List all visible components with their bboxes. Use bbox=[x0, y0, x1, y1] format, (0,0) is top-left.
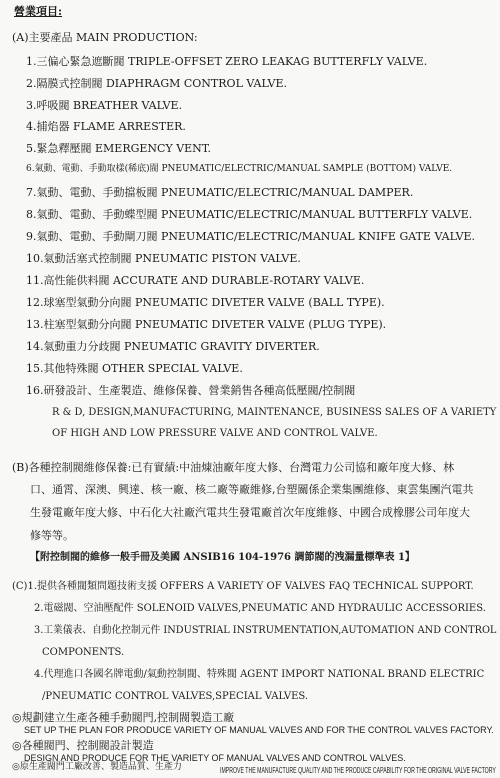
section-b-line: 口、通霄、深澳、興達、核一廠、核二廠等廠維修,台塑關係企業集團維修、東雲集團汽電共 bbox=[30, 483, 474, 496]
list-item: 6.氣動、電動、手動取樣(稀底)閥 PNEUMATIC/ELECTRIC/MANUAL SAMPLE (BOTTOM) VALVE. bbox=[26, 164, 453, 174]
goal-line: ◎各種閥門、控制閥設計製造 bbox=[12, 739, 154, 752]
section-b-line: 生發電廠年度大修、中石化大社廠汽電共生發電廠首次年度維修、中國合成橡膠公司年度大 bbox=[30, 506, 470, 519]
list-item: 9.氣動、電動、手動閘刀閥 PNEUMATIC/ELECTRIC/MANUAL KNIFE GATE VALVE. bbox=[26, 230, 476, 243]
goal-line-en: DESIGN AND PRODUCE FOR THE VARIETY OF MANUAL VALVES AND CONTROL VALVES. bbox=[24, 753, 406, 763]
list-item: 8.氣動、電動、手動蝶型閥 PNEUMATIC/ELECTRIC/MANUAL BUTTERFLY VALVE. bbox=[26, 208, 473, 221]
list-item: 12.球塞型氣動分向閥 PNEUMATIC DIVETER VALVE (BALL TYPE). bbox=[26, 296, 385, 309]
list-item: 11.高性能供料閥 ACCURATE AND DURABLE-ROTARY VALVE. bbox=[26, 274, 365, 287]
list-item: 13.柱塞型氣動分向閥 PNEUMATIC DIVETER VALVE (PLUG TYPE). bbox=[26, 318, 387, 331]
list-item-continuation: OF HIGH AND LOW PRESSURE VALVE AND CONTROL VALVE. bbox=[52, 428, 378, 439]
list-item: 16.研發設計、生產製造、維修保養、營業銷售各種高低壓閥/控制閥 bbox=[26, 384, 356, 397]
goal-line: ◎規劃建立生產各種手動閥門,控制閥製造工廠 bbox=[12, 711, 235, 724]
section-b-line: (B)各種控制閥維修保養:已有實績:中油煉油廠年度大修、台灣電力公司協和廠年度大修、林 bbox=[12, 461, 455, 474]
list-item: 1.三偏心緊急遮斷閥 TRIPLE-OFFSET ZERO LEAKAG BUTTERFLY VALVE. bbox=[26, 55, 428, 68]
list-item: 3.呼吸閥 BREATHER VALVE. bbox=[26, 99, 183, 112]
section-c-line: (C)1.提供各種閥類問題技術支援 OFFERS A VARIETY OF VALVES FAQ TECHNICAL SUPPORT. bbox=[12, 581, 474, 592]
list-item: 10.氣動活塞式控制閥 PNEUMATIC PISTON VALVE. bbox=[26, 252, 301, 265]
page-title: 營業項目: bbox=[14, 5, 63, 18]
list-item: 14.氣動重力分歧閥 PNEUMATIC GRAVITY DIVERTER. bbox=[26, 340, 320, 353]
goal-line-en: SET UP THE PLAN FOR PRODUCE VARIETY OF MANUAL VALVES AND FOR THE CONTROL VALVES FACTORY. bbox=[24, 725, 494, 735]
section-c-line: 2.電磁閥、空油壓配件 SOLENOID VALVES,PNEUMATIC AND HYDRAULIC ACCESSORIES. bbox=[34, 603, 486, 614]
section-b-note: 【附控制閥的維修一般手冊及美國 ANSIB16 104-1976 調節閥的洩漏量標準表 1】 bbox=[30, 552, 415, 563]
goal-line-en: IMPROVE THE MANUFACTURE QUALITY AND THE PRODUCE CAPABILITY FOR THE ORIGINAL VALVE FACTORY bbox=[220, 766, 496, 775]
list-item: 4.捕焰器 FLAME ARRESTER. bbox=[26, 120, 186, 133]
list-item-continuation: R & D, DESIGN,MANUFACTURING, MAINTENANCE, BUSINESS SALES OF A VARIETY bbox=[52, 407, 497, 418]
section-b-line: 修等等。 bbox=[30, 529, 74, 542]
section-c-line: COMPONENTS. bbox=[42, 647, 125, 658]
goal-line: ◎原生產閥門工廠改善、製造品質、生產力 bbox=[12, 762, 182, 772]
section-c-line: 3.工業儀表、自動化控制元件 INDUSTRIAL INSTRUMENTATION,AUTOMATION AND CONTROL bbox=[34, 625, 497, 636]
list-item: 7.氣動、電動、手動擋板閥 PNEUMATIC/ELECTRIC/MANUAL DAMPER. bbox=[26, 186, 414, 199]
section-c-line: 4.代理進口各國名牌電動/氣動控制閥、特殊閥 AGENT IMPORT NATIONAL BRAND ELECTRIC bbox=[34, 669, 485, 680]
section-c-line: /PNEUMATIC CONTROL VALVES,SPECIAL VALVES. bbox=[42, 691, 309, 702]
list-item: 2.隔膜式控制閥 DIAPHRAGM CONTROL VALVE. bbox=[26, 77, 287, 90]
list-item: 5.緊急釋壓閥 EMERGENCY VENT. bbox=[26, 142, 212, 155]
section-a-header: (A)主要產品 MAIN PRODUCTION: bbox=[12, 31, 198, 44]
list-item: 15.其他特殊閥 OTHER SPECIAL VALVE. bbox=[26, 362, 243, 375]
